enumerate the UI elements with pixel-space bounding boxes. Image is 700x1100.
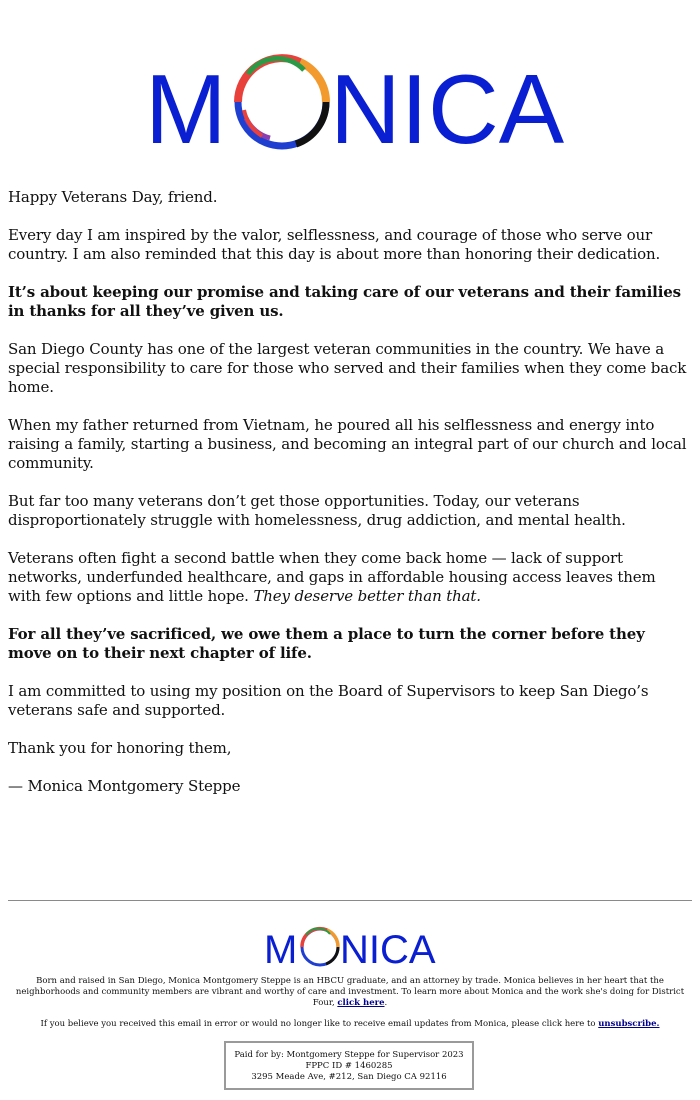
footer-monica-logo <box>0 922 700 974</box>
paragraph-father: When my father returned from Vietnam, he poured all his selflessness and energy into raising a family, starting a business, and becoming an integral part of our church and local community. <box>8 416 687 472</box>
logo-letter-m: M <box>145 54 227 164</box>
footer-unsubscribe <box>8 1019 692 1030</box>
paid-by-line: Paid for by: Montgomery Steppe for Supervisor 2023 <box>234 1050 464 1060</box>
logo-ring-icon <box>238 58 326 146</box>
address-line: 3295 Meade Ave, #212, San Diego CA 92116 <box>251 1072 447 1082</box>
footer-divider <box>8 900 692 901</box>
email-body <box>8 188 692 815</box>
footer-logo-ring-icon <box>302 928 338 965</box>
paragraph-inspired: Every day I am inspired by the valor, selflessness, and courage of those who serve our country. I am also reminded that this day is about more than honoring their dedication. <box>8 226 661 263</box>
battle-text: Veterans often fight a second battle when they come back home — lack of support networks, underfunded healthcare, and gaps in affordable housing access leaves them with few options and little hope. <box>8 549 656 605</box>
thanks-line: Thank you for honoring them, <box>8 739 232 757</box>
paragraph-promise: It’s about keeping our promise and taking care of our veterans and their families in thanks for all they’ve given us. <box>8 283 681 320</box>
paid-for-box <box>224 1041 474 1090</box>
unsubscribe-link[interactable]: unsubscribe. <box>598 1019 660 1029</box>
click-here-link[interactable]: click here <box>337 998 385 1008</box>
footer-bio <box>8 976 692 1009</box>
fppc-id-line: FPPC ID # 1460285 <box>305 1061 393 1071</box>
footer-bio-text: Born and raised in San Diego, Monica Montgomery Steppe is an HBCU graduate, and an attorney by trade. Monica believes in her heart that the neighborhoods and community members are vibrant and worthy of care and investment. To learn more about Monica and the work she's doing for District Four, <box>15 976 685 1008</box>
paragraph-second-battle <box>8 549 692 606</box>
logo-letters-nica: NICA <box>330 54 565 164</box>
bio-period: . <box>384 998 388 1008</box>
paragraph-sacrifice: For all they’ve sacrificed, we owe them a place to turn the corner before they move on to their next chapter of life. <box>8 625 645 662</box>
paragraph-opportunities: But far too many veterans don’t get those opportunities. Today, our veterans disproportionately struggle with homelessness, drug addiction, and mental health. <box>8 492 626 529</box>
monica-logo <box>0 40 700 170</box>
paragraph-commitment: I am committed to using my position on the Board of Supervisors to keep San Diego’s veterans safe and supported. <box>8 682 649 719</box>
footer-logo-letter-m: M <box>264 928 298 972</box>
paragraph-county: San Diego County has one of the largest veteran communities in the country. We have a special responsibility to care for those who served and their families when they come back home. <box>8 340 687 396</box>
footer-logo-letters-nica: NICA <box>340 928 436 972</box>
battle-emphasis: They deserve better than that. <box>253 587 481 605</box>
signature: — Monica Montgomery Steppe <box>8 777 241 795</box>
unsubscribe-text: If you believe you received this email in error or would no longer like to receive email updates from Monica, please click here to <box>40 1019 596 1029</box>
greeting: Happy Veterans Day, friend. <box>8 188 218 206</box>
